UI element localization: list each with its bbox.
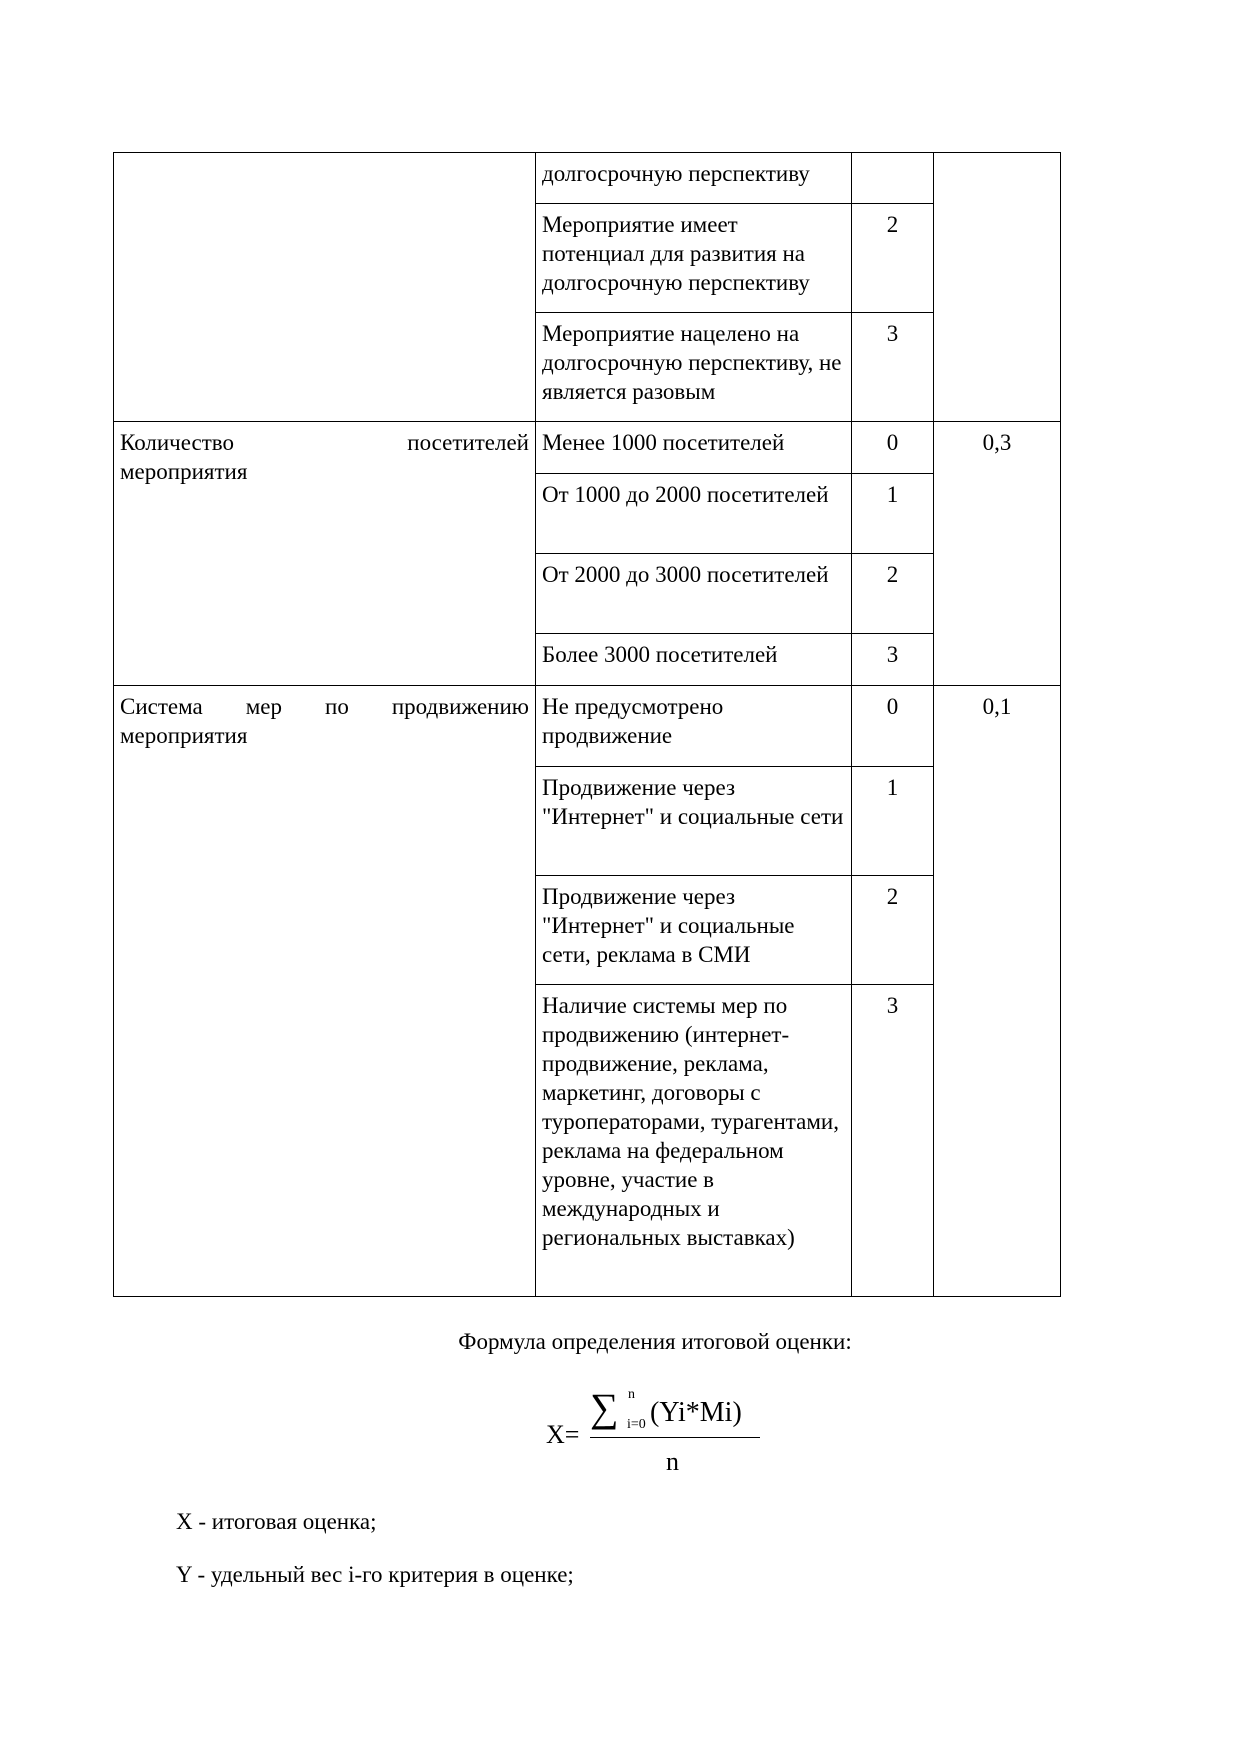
score-cell: 3	[852, 985, 934, 1297]
option-cell: Мероприятие имеет потенциал для развития на долгосрочную перспективу	[536, 204, 852, 313]
criterion-line: Количество посетителей	[120, 430, 529, 455]
score-cell: 3	[852, 313, 934, 422]
sum-symbol: ∑	[590, 1385, 619, 1430]
option-cell: долгосрочную перспективу	[536, 153, 852, 204]
score-cell: 1	[852, 474, 934, 554]
option-cell: Менее 1000 посетителей	[536, 422, 852, 474]
option-cell: Продвижение через "Интернет" и социальные сети, реклама в СМИ	[536, 876, 852, 985]
option-cell: От 2000 до 3000 посетителей	[536, 554, 852, 634]
table-row	[114, 686, 1061, 767]
criteria-table	[113, 152, 1061, 1297]
fraction-bar	[590, 1437, 760, 1438]
sum-upper: n	[628, 1387, 635, 1402]
sum-body: (Yi*Mi)	[650, 1397, 742, 1428]
formula-title: Формула определения итоговой оценки:	[458, 1329, 852, 1354]
score-cell: 2	[852, 876, 934, 985]
option-cell: Продвижение через "Интернет" и социальные сети	[536, 767, 852, 876]
option-cell: Мероприятие нацелено на долгосрочную перспективу, не является разовым	[536, 313, 852, 422]
weight-cell: 0,3	[934, 422, 1061, 686]
weight-cell	[934, 153, 1061, 422]
score-cell: 0	[852, 686, 934, 767]
criterion-cell	[114, 153, 536, 422]
option-cell: Наличие системы мер по продвижению (интернет-продвижение, реклама, маркетинг, договоры с туроператорами, турагентами, реклама на федеральном уровне, участие в международных и региональных выставках)	[536, 985, 852, 1297]
score-cell: 2	[852, 204, 934, 313]
legend-y: Y - удельный вес i-го критерия в оценке;	[176, 1562, 574, 1587]
score-cell: 1	[852, 767, 934, 876]
criterion-cell	[114, 686, 536, 1297]
score-cell: 0	[852, 422, 934, 474]
option-cell: Более 3000 посетителей	[536, 634, 852, 686]
criterion-line: мероприятия	[120, 459, 248, 484]
option-cell: Не предусмотрено продвижение	[536, 686, 852, 767]
score-cell	[852, 153, 934, 204]
option-cell: От 1000 до 2000 посетителей	[536, 474, 852, 554]
weight-cell: 0,1	[934, 686, 1061, 1297]
table-row	[114, 422, 1061, 474]
formula-denominator: n	[666, 1447, 679, 1476]
legend-x: X - итоговая оценка;	[176, 1509, 377, 1534]
criterion-cell	[114, 422, 536, 686]
sum-lower: i=0	[627, 1417, 646, 1432]
criterion-line: Система мер по продвижению	[120, 694, 529, 719]
table-row	[114, 153, 1061, 204]
score-cell: 3	[852, 634, 934, 686]
formula-lhs: X=	[546, 1420, 580, 1449]
score-cell: 2	[852, 554, 934, 634]
criterion-line: мероприятия	[120, 723, 248, 748]
